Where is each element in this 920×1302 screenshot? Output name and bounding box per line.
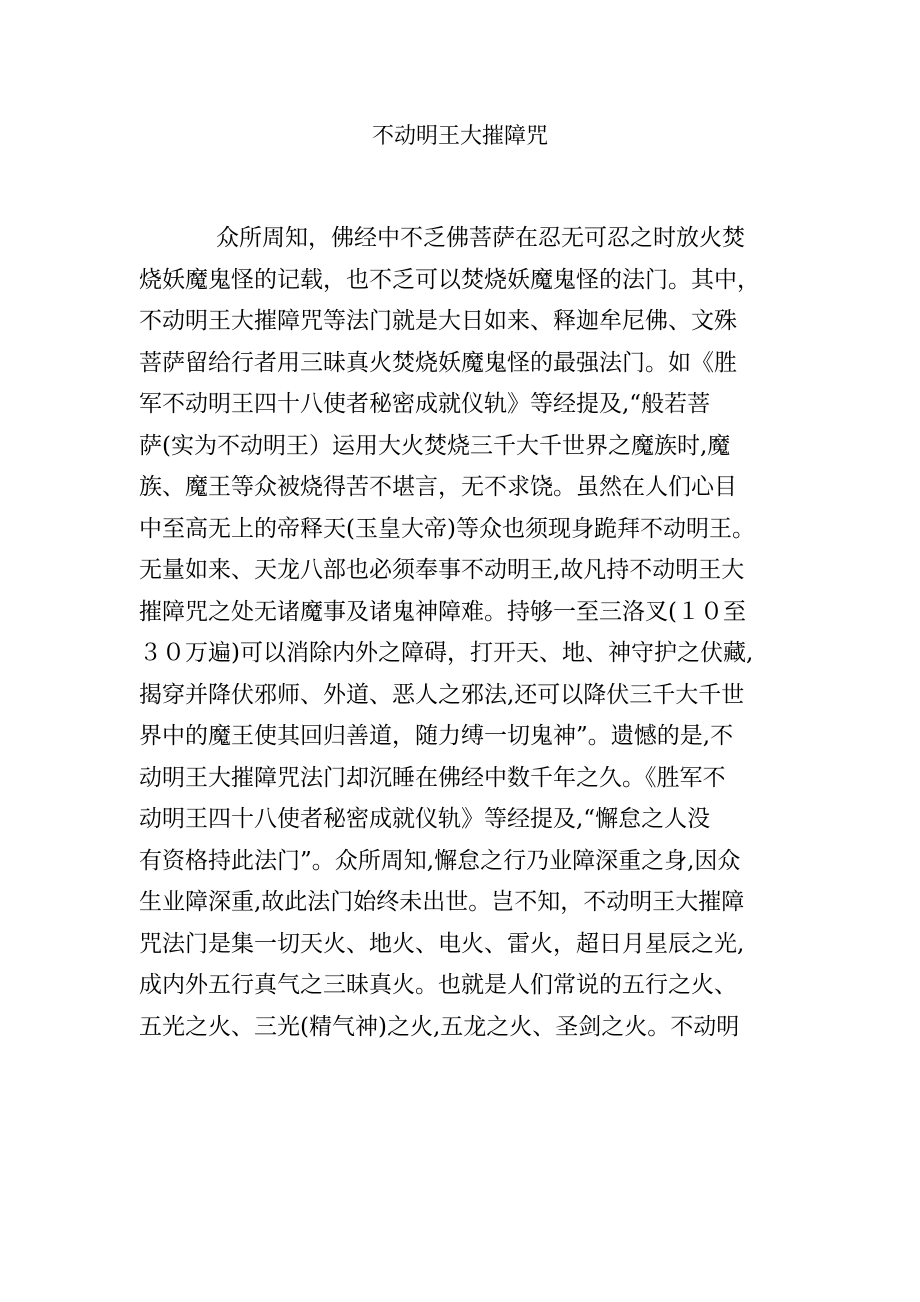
body-line: 生业障深重,故此法门始终未出世。岂不知，不动明王大摧障 (139, 889, 745, 915)
body-line: 无量如来、天龙八部也必须奉事不动明王,故凡持不动明王大 (139, 557, 745, 583)
body-line: 中至高无上的帝释天(玉皇大帝)等众也须现身跪拜不动明王。 (139, 515, 755, 542)
body-line: 有资格持此法门”。众所周知,懈怠之行乃业障深重之身,因众 (139, 847, 741, 874)
body-line: 族、魔王等众被烧得苦不堪言，无不求饶。虽然在人们心目 (139, 474, 737, 500)
body-line: 咒法门是集一切天火、地火、电火、雷火，超日月星辰之光, (139, 930, 745, 957)
body-line: 摧障咒之处无诸魔事及诸鬼神障难。持够一至三洛叉(１０至 (139, 598, 746, 625)
body-line: ３０万遍)可以消除内外之障碍，打开天、地、神守护之伏藏, (139, 640, 754, 666)
body-line: 萨(实为不动明王）运用大火焚烧三千大千世界之魔族时,魔 (139, 432, 731, 459)
body-line: 成内外五行真气之三昧真火。也就是人们常说的五行之火、 (139, 972, 737, 998)
body-line: 动明王四十八使者秘密成就仪轨》等经提及,“懈怠之人没 (139, 806, 711, 832)
body-line: 众所周知，佛经中不乏佛菩萨在忍无可忍之时放火焚 (216, 225, 745, 251)
body-line: 揭穿并降伏邪师、外道、恶人之邪法,还可以降伏三千大千世 (139, 681, 745, 708)
body-line: 烧妖魔鬼怪的记载，也不乏可以焚烧妖魔鬼怪的法门。其中， (139, 266, 760, 293)
body-line: 菩萨留给行者用三昧真火焚烧妖魔鬼怪的最强法门。如《胜 (139, 349, 737, 376)
document-title: 不动明王大摧障咒 (371, 124, 548, 149)
body-line: 不动明王大摧障咒等法门就是大日如来、释迦牟尼佛、文殊 (139, 308, 737, 334)
body-line: 军不动明王四十八使者秘密成就仪轨》等经提及,“般若菩 (139, 391, 711, 417)
document-body (139, 218, 799, 1048)
body-line: 五光之火、三光(精气神)之火,五龙之火、圣剑之火。不动明 (139, 1013, 740, 1040)
body-line: 界中的魔王使其回归善道，随力缚一切鬼神”。遗憾的是,不 (139, 723, 734, 749)
body-line: 动明王大摧障咒法门却沉睡在佛经中数千年之久。《胜军不 (139, 764, 726, 791)
